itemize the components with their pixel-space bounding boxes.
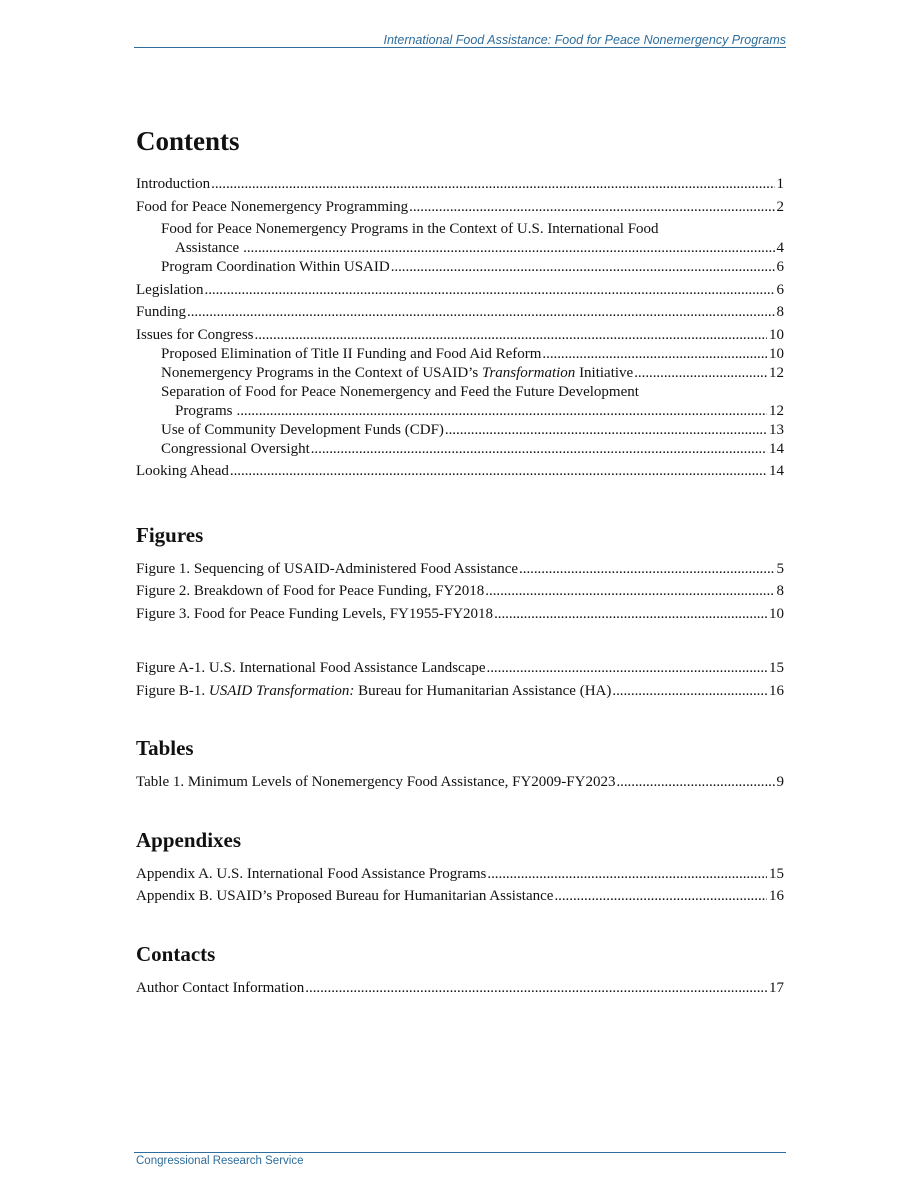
toc-entry-title: Funding bbox=[136, 304, 187, 320]
appendixes-heading: Appendixes bbox=[136, 827, 242, 852]
toc-entry-title: Appendix B. USAID’s Proposed Bureau for Humanitarian Assistance bbox=[136, 888, 554, 904]
toc-entry-page: 10 bbox=[769, 605, 784, 622]
dot-leader bbox=[205, 281, 775, 300]
toc-entry-page: 5 bbox=[776, 560, 784, 577]
toc-entry-page: 9 bbox=[776, 774, 784, 790]
toc-entry-title: Introduction bbox=[136, 176, 211, 192]
dot-leader bbox=[237, 402, 768, 421]
toc-entry-page: 2 bbox=[776, 198, 784, 215]
toc-entry-title-line2: Assistance bbox=[175, 240, 240, 256]
dot-leader bbox=[391, 258, 775, 277]
toc-entry-title: Figure 1. Sequencing of USAID-Administered Food Assistance bbox=[136, 560, 519, 577]
toc-entry-page: 17 bbox=[769, 979, 784, 996]
dot-leader bbox=[187, 303, 774, 322]
dot-leader bbox=[211, 175, 774, 194]
toc-entry-title: Looking Ahead bbox=[136, 463, 229, 479]
toc-entry-looking-ahead[interactable] bbox=[136, 462, 784, 481]
dot-leader bbox=[305, 979, 767, 998]
toc-entry-title: Figure 3. Food for Peace Funding Levels, FY1955-FY2018 bbox=[136, 605, 494, 622]
dot-leader bbox=[612, 682, 767, 701]
toc-entry-page: 16 bbox=[769, 682, 784, 699]
contents-heading: Contents bbox=[136, 126, 240, 156]
toc-entry-page: 8 bbox=[776, 583, 784, 599]
toc-entry-page: 4 bbox=[776, 240, 784, 256]
toc-entry-introduction[interactable] bbox=[136, 175, 784, 194]
toc-entry-title: Legislation bbox=[136, 281, 204, 298]
toc-entry-title: Food for Peace Nonemergency Programming bbox=[136, 198, 409, 215]
toc-entry-figure-1[interactable] bbox=[136, 560, 784, 579]
figures-heading: Figures bbox=[136, 522, 204, 547]
toc-entry-page: 10 bbox=[769, 326, 784, 343]
dot-leader bbox=[519, 560, 774, 579]
toc-entry-title: Figure 2. Breakdown of Food for Peace Funding, FY2018 bbox=[136, 583, 485, 599]
dot-leader bbox=[311, 440, 767, 459]
toc-entry-title-line1: Food for Peace Nonemergency Programs in the Context of U.S. International Food bbox=[161, 221, 659, 237]
toc-entry-title: Congressional Oversight bbox=[161, 440, 310, 457]
toc-entry-title: Issues for Congress bbox=[136, 326, 254, 343]
toc-entry-appendix-b[interactable] bbox=[136, 887, 784, 906]
running-header: International Food Assistance: Food for Peace Nonemergency Programs bbox=[383, 33, 786, 47]
toc-entry-page: 1 bbox=[776, 176, 784, 192]
toc-entry-page: 14 bbox=[769, 463, 784, 479]
dot-leader bbox=[634, 364, 767, 383]
toc-entry-page: 15 bbox=[769, 660, 784, 676]
dot-leader bbox=[494, 605, 767, 624]
toc-entry-transformation-initiative[interactable] bbox=[136, 364, 784, 383]
toc-entry-page: 6 bbox=[776, 259, 784, 275]
toc-entry-page: 15 bbox=[769, 865, 784, 882]
toc-entry-title: Appendix A. U.S. International Food Assistance Programs bbox=[136, 865, 487, 882]
toc-entry-page: 16 bbox=[769, 888, 784, 904]
toc-entry-author-contact[interactable] bbox=[136, 979, 784, 998]
toc-entry-page: 12 bbox=[769, 402, 784, 419]
toc-entry-separation[interactable] bbox=[136, 383, 784, 421]
footer-source: Congressional Research Service bbox=[136, 1155, 304, 1167]
table-of-contents bbox=[136, 124, 784, 1001]
toc-entry-figure-a1[interactable] bbox=[136, 659, 784, 678]
toc-entry-funding[interactable] bbox=[136, 303, 784, 322]
dot-leader bbox=[487, 865, 767, 884]
toc-entry-title: Program Coordination Within USAID bbox=[161, 259, 390, 275]
toc-entry-ffp-nonemergency-programming[interactable] bbox=[136, 198, 784, 217]
toc-entry-figure-2[interactable] bbox=[136, 582, 784, 601]
contacts-heading: Contacts bbox=[136, 941, 216, 966]
dot-leader bbox=[542, 345, 767, 364]
dot-leader bbox=[554, 887, 767, 906]
toc-entry-issues-for-congress[interactable] bbox=[136, 326, 784, 345]
toc-entry-program-coordination[interactable] bbox=[136, 258, 784, 277]
dot-leader bbox=[445, 421, 767, 440]
toc-entry-title: Figure B-1. USAID Transformation: Bureau for Humanitarian Assistance (HA) bbox=[136, 682, 612, 699]
dot-leader bbox=[230, 462, 767, 481]
toc-entry-title: Use of Community Development Funds (CDF) bbox=[161, 421, 444, 438]
dot-leader bbox=[485, 582, 774, 601]
dot-leader bbox=[255, 326, 768, 345]
toc-entry-title: Author Contact Information bbox=[136, 979, 305, 996]
toc-entry-title-line2: Programs bbox=[175, 402, 233, 419]
toc-entry-page: 8 bbox=[776, 304, 784, 320]
dot-leader bbox=[616, 773, 774, 792]
toc-entry-title-line1: Separation of Food for Peace Nonemergency and Feed the Future Development bbox=[161, 383, 639, 400]
dot-leader bbox=[487, 659, 767, 678]
toc-entry-page: 12 bbox=[769, 364, 784, 381]
toc-entry-appendix-a[interactable] bbox=[136, 865, 784, 884]
toc-entry-ffp-context[interactable] bbox=[136, 220, 784, 258]
toc-entry-proposed-elimination[interactable] bbox=[136, 345, 784, 364]
toc-entry-cdf[interactable] bbox=[136, 421, 784, 440]
toc-entry-figure-b1[interactable] bbox=[136, 682, 784, 701]
toc-entry-page: 14 bbox=[769, 440, 784, 457]
toc-entry-title: Table 1. Minimum Levels of Nonemergency Food Assistance, FY2009-FY2023 bbox=[136, 774, 616, 790]
tables-heading: Tables bbox=[136, 736, 194, 760]
toc-entry-legislation[interactable] bbox=[136, 281, 784, 300]
toc-entry-title: Proposed Elimination of Title II Funding and Food Aid Reform bbox=[161, 345, 542, 362]
toc-entry-congressional-oversight[interactable] bbox=[136, 440, 784, 459]
toc-entry-page: 6 bbox=[776, 281, 784, 298]
footer-rule bbox=[134, 1152, 786, 1153]
toc-entry-title: Figure A-1. U.S. International Food Assistance Landscape bbox=[136, 660, 486, 676]
toc-entry-page: 13 bbox=[769, 421, 784, 438]
toc-entry-title: Nonemergency Programs in the Context of USAID’s Transformation Initiative bbox=[161, 364, 634, 381]
toc-entry-table-1[interactable] bbox=[136, 773, 784, 792]
toc-entry-page: 10 bbox=[769, 345, 784, 362]
header-rule bbox=[134, 47, 786, 48]
toc-entry-figure-3[interactable] bbox=[136, 605, 784, 624]
dot-leader bbox=[409, 198, 774, 217]
dot-leader bbox=[243, 239, 774, 258]
